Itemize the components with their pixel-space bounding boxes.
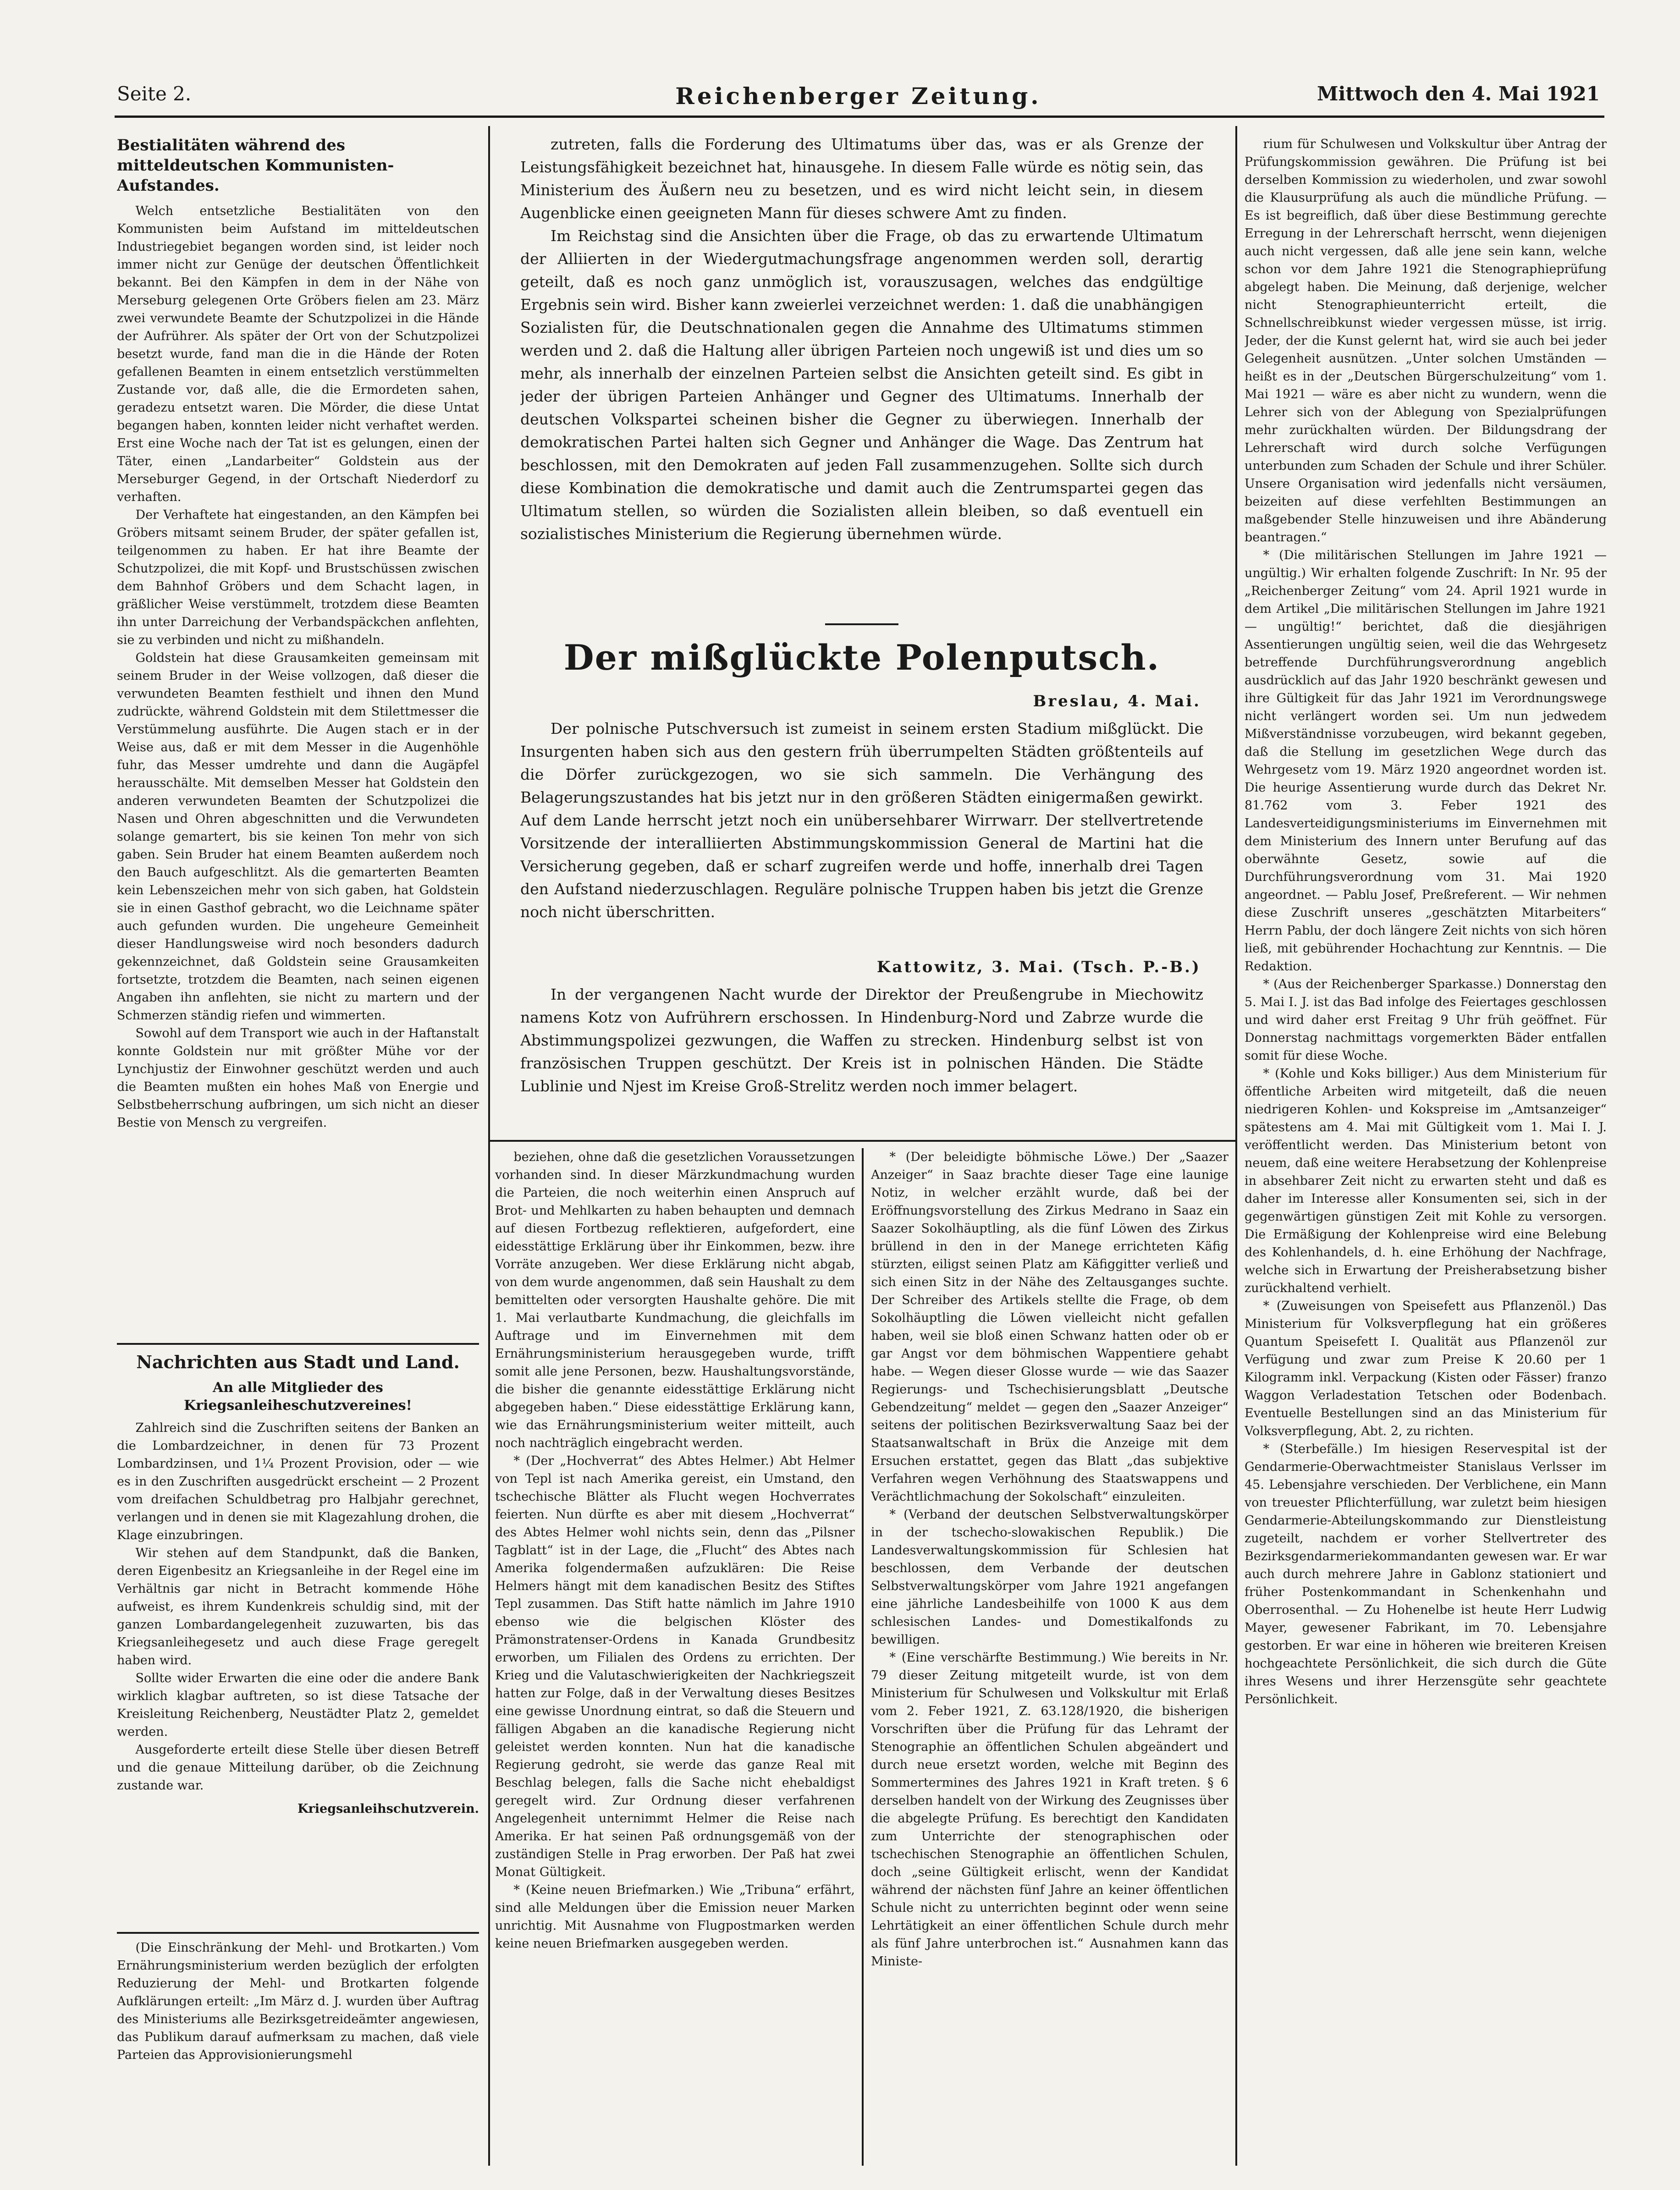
lead-article — [520, 133, 1203, 614]
paragraph: * (Eine verschärfte Bestimmung.) Wie bereits in Nr. 79 dieser Zeitung mitgeteilt wurde, ist von dem Ministerium für Schulwesen und Volkskultur mit Erlaß vom 2. Feber 1921, Z. 63.128/1920, die bisherigen Vorschriften über die Prüfung für das Lehramt der Stenographie an öffentlichen Schulen abgeändert und durch neue ersetzt worden, welche mit Beginn des Sommertermines des Jahres 1921 in Kraft treten. § 6 derselben handelt von der Wirkung des Zeugnisses über die abgelegte Prüfung. Es berechtigt den Kandidaten zum Unterrichte der stenographischen oder tschechischen Stenographie an öffentlichen Schulen, doch „seine Gültigkeit erlischt, wenn der Kandidat während der nächsten fünf Jahre an keiner öffentlichen Schule nicht zu unterrichten beginnt oder wenn seine Lehrtätigkeit an einer öffentlichen Schule durch mehr als fünf Jahre unterbrochen ist.“ Ausnahmen kann das Ministe- — [871, 1651, 1228, 1969]
signature: Kriegsanleihschutzverein. — [297, 1802, 479, 1816]
column-divider-3 — [862, 1148, 864, 2166]
paragraph: Sowohl auf dem Transport wie auch in der Haftanstalt konnte Goldstein nur mit größter Mühe vor der Lynchjustiz der Einwohner geschützt werden und auch die Beamten mußten ein hohes Maß von Energie und Selbstbeherrschung aufbringen, um sich nicht an dieser Bestie von Mensch zu vergreifen. — [117, 1026, 479, 1130]
paragraph: Welch entsetzliche Bestialitäten von den Kommunisten beim Aufstand im mitteldeutschen Industriegebiet begangen worden sind, ist leider noch immer nicht zur Genüge der deutschen Öffentlichkeit bekannt. Bei den Kämpfen in dem in der Nähe von Merseburg gelegenen Orte Gröbers fielen am 23. März zwei verwundete Beamte der Schutzpolizei in die Hände der Aufrührer. Als später der Ort von der Schutzpolizei besetzt wurde, fand man die in die Hände der Roten gefallenen Beamten in einem entsetzlich verstümmelten Zustande vor, daß alle, die die Ermordeten sahen, geradezu entsetzt waren. Die Mörder, die diese Untat begangen haben, konnten leider nicht verhaftet werden. Erst eine Woche nach der Tat ist es gelungen, einen der Täter, einen „Landarbeiter“ Goldstein aus der Merseburger Gegend, in der Ortschaft Niederdorf zu verhaften. — [117, 204, 479, 504]
putsch-article — [520, 717, 1203, 956]
paragraph: In der vergangenen Nacht wurde der Direktor der Preußengrube in Miechowitz namens Kotz von Aufrührern erschossen. In Hindenburg-Nord und Zabrze wurde die Abstimmungspolizei gezwungen, die Waffen zu strecken. Hindenburg selbst ist von französischen Truppen geschützt. Der Kreis ist in polnischen Händen. Die Städte Lublinie und Njest im Kreise Groß-Strelitz werden noch immer belagert. — [520, 985, 1203, 1095]
paragraph: * (Zuweisungen von Speisefett aus Pflanzenöl.) Das Ministerium für Volksverpflegung hat ein größeres Quantum Speisefett I. Qualität aus Pflanzenöl zur Verfügung und zwar zum Preise K 20.60 per 1 Kilogramm inkl. Verpackung (Kisten oder Fässer) franzo Waggon Verladestation Tetschen oder Bodenbach. Eventuelle Bestellungen sind an das Ministerium für Volksverpflegung, Abt. 2, zu richten. — [1245, 1299, 1607, 1438]
page-header — [117, 83, 1600, 119]
column-divider-2 — [1235, 126, 1237, 2166]
headline: Der mißglückte Polenputsch. — [563, 637, 1160, 678]
paragraph: * (Verband der deutschen Selbstverwaltungskörper in der tschecho-slowakischen Republik.) Die Landesverwaltungskommission für Schlesien hat beschlossen, dem Verbande der deutschen Selbstverwaltungskörper vom Jahre 1921 angefangen eine jährliche Landesbeihilfe von 1000 K aus dem schlesischen Landes- und Domestikalfonds zu bewilligen. — [871, 1508, 1228, 1647]
paragraph: * (Der „Hochverrat“ des Abtes Helmer.) Abt Helmer von Tepl ist nach Amerika gereist, ein Umstand, den tschechische Blätter als Flucht wegen Hochverrates feierten. Nun dürfte es aber mit diesem „Hochverrat“ des Abtes Helmer wohl nichts sein, denn das „Pilsner Tagblatt“ ist in der Lage, die „Flucht“ des Abtes nach Amerika folgendermaßen aufzuklären: Die Reise Helmers hängt mit dem kanadischen Besitz des Stiftes Tepl zusammen. Das Stift hatte nämlich im Jahre 1910 ebenso wie die belgischen Klöster des Prämonstratenser-Ordens in Kanada Grundbesitz erworben, um Filialen des Ordens zu errichten. Der Krieg und die Valutaschwierigkeiten der Nachkriegszeit hatten zur Folge, daß in der Verwaltung dieses Besitzes eine gewisse Unordnung eintrat, so daß die Steuern und fälligen Abgaben an die kanadische Regierung nicht geleistet werden konnten. Nun hat die kanadische Regierung gedroht, sie werde das ganze Real mit Beschlag belegen, falls die Sache nicht ehebaldigst geregelt wird. Zur Ordnung dieser verfahrenen Angelegenheit unternimmt Helmer die Reise nach Amerika. Er hat seinen Paß ordnungsgemäß von der zuständigen Stelle in Prag erworben. Der Paß hat zwei Monat Gültigkeit. — [495, 1454, 855, 1879]
paragraph: Der polnische Putschversuch ist zumeist in seinem ersten Stadium mißglückt. Die Insurgenten haben sich aus den gestern früh überrumpelten Städten größtenteils auf die Dörfer zurückgezogen, wo sie sich sammeln. Die Verhängung des Belagerungszustandes hat bis jetzt nur in den größeren Städten einigermaßen gewirkt. Auf dem Lande herrscht jetzt noch ein unübersehbarer Wirrwarr. Der stellvertretende Vorsitzende der interalliierten Abstimmungskommission General de Martini hat die Versicherung gegeben, daß er scharf zugreifen werde und hoffe, innerhalb drei Tagen den Aufstand niederzuschlagen. Reguläre polnische Truppen haben bis jetzt die Grenze noch nicht überschritten. — [520, 720, 1203, 921]
column-3 — [871, 1148, 1228, 2163]
issue-date: Mittwoch den 4. Mai 1921 — [1316, 83, 1600, 105]
section-rule — [117, 1343, 479, 1345]
dateline-kattowitz: Kattowitz, 3. Mai. (Tsch. P.-B.) — [876, 958, 1201, 976]
notice-title: An alle Mitglieder des Kriegsanleiheschutzvereines! — [184, 1380, 412, 1414]
paragraph: Ausgeforderte erteilt diese Stelle über diesen Betreff und die genaue Mitteilung darüber, ob die Zeichnung zustande war. — [117, 1743, 479, 1793]
lead-bottom-rule — [488, 1140, 1237, 1142]
paragraph: Wir stehen auf dem Standpunkt, daß die Banken, deren Eigenbesitz an Kriegsanleihe in der Regel eine im Verhältnis gar nicht in Betracht kommende Höhe aufweist, es ihrem Kundenkreis schuldig sind, mit der ganzen Lombardangelegenheit zuzuwarten, bis das Kriegsanleihegesetz und auch diese Frage geregelt haben wird. — [117, 1546, 479, 1667]
column-1-bottom — [117, 1939, 479, 2161]
section-rule-2 — [117, 1932, 479, 1934]
column-1-news — [117, 1352, 479, 1930]
short-divider — [825, 623, 898, 625]
article-title: Bestialitäten während des mitteldeutschen Kommunisten-Aufstandes. — [117, 136, 394, 195]
paragraph: rium für Schulwesen und Volkskultur über Antrag der Prüfungskommission gewähren. Die Prüfung ist bei derselben Kommission zu wiederholen, und zwar sowohl die Klausurprüfung als auch die mündliche Prüfung. — Es ist begreiflich, daß über diese Bestimmung gerechte Erregung in der Lehrerschaft herrscht, wenn diejenigen auch nicht vergessen, daß alle jene sein kann, welche schon vor dem Jahre 1921 die Stenographieprüfung abgelegt haben. Die Meinung, daß derjenige, welcher nicht Stenographieunterricht erteilt, die Schnellschreibkunst wieder vergessen müsse, ist irrig. Jeder, der die Kunst gelernt hat, wird sie auch bei jeder Gelegenheit ausnützen. „Unter solchen Umständen — heißt es in der „Deutschen Bürgerschulzeitung“ vom 1. Mai 1921 — wäre es aber nicht zu wundern, wenn die Lehrer sich von der Ablegung von Spezialprüfungen mehr zurückhalten würden. Der Bildungsdrang der Lehrerschaft wird durch solche Verfügungen unterbunden zum Schaden der Schule und ihrer Schüler. Unsere Organisation wird jedenfalls nicht versäumen, beizeiten auf diese verfehlten Bestimmungen an maßgebender Stelle hinzuweisen und ihre Abänderung beantragen.“ — [1245, 137, 1607, 545]
paragraph: (Die Einschränkung der Mehl- und Brotkarten.) Vom Ernährungsministerium werden bezüglich der erfolgten Reduzierung der Mehl- und Brotkarten folgende Aufklärungen erteilt: „Im März d. J. wurden über Auftrag des Ministeriums alle Bezirksgetreideämter angewiesen, das Publikum darauf aufmerksam zu machen, daß viele Parteien das Approvisionierungsmehl — [117, 1941, 479, 2062]
paragraph: beziehen, ohne daß die gesetzlichen Voraussetzungen vorhanden sind. In dieser Märzkundmachung wurden die Parteien, die noch weiterhin einen Anspruch auf Brot- und Mehlkarten zu haben behaupten und demnach auf diesen Fortbezug reflektieren, aufgefordert, eine eidesstättige Erklärung über ihr Einkommen, bezw. ihre Vorräte anzugeben. Wer diese Erklärung nicht abgab, von dem wurde angenommen, daß sein Haushalt zu dem bemittelten oder versorgten Haushalte gehöre. Die mit 1. Mai verlautbarte Kundmachung, die gleichfalls im Auftrage und im Einvernehmen mit dem Ernährungsministerium herausgegeben wurde, trifft somit alle jene Personen, bezw. Haushaltungsvorstände, die bisher die genannte eidesstättige Erklärung nicht abgegeben haben.“ Diese eidesstättige Erklärung kann, wie das Ernährungsministerium weiter mitteilt, auch noch nachträglich eingebracht werden. — [495, 1150, 855, 1450]
paragraph: * (Keine neuen Briefmarken.) Wie „Tribuna“ erfährt, sind alle Meldungen über die Emission neuer Marken unrichtig. Mit Ausnahme von Flugpostmarken werden keine neuen Briefmarken ausgegeben werden. — [495, 1883, 855, 1951]
paragraph: Sollte wider Erwarten die eine oder die andere Bank wirklich klagbar auftreten, so ist diese Tatsache der Kreisleitung Reichenberg, Neustädter Platz 2, gemeldet werden. — [117, 1671, 479, 1739]
column-1-article — [117, 135, 479, 1357]
kattowitz-article — [520, 983, 1203, 1137]
page-number: Seite 2. — [117, 83, 192, 105]
paragraph: * (Sterbefälle.) Im hiesigen Reservespital ist der Gendarmerie-Oberwachtmeister Stanislaus Verlsser im 45. Lebensjahre verschieden. Der Verblichene, ein Mann von treuester Pflichterfüllung, war zuletzt beim hiesigen Gendarmerie-Abteilungskommando zur Dienstleistung zugeteilt, nachdem er vorher Stellvertreter des Bezirksgendarmeriekommandanten gewesen war. Er war auch durch mehrere Jahre in Gablonz stationiert und früher Postenkommandant in Schenkenhahn und Oberrosenthal. — Zu Hohenelbe ist heute Herr Ludwig Mayer, gewesener Fabrikant, im 70. Lebensjahre gestorben. Er war eine in höheren wie breiteren Kreisen hochgeachtete Persönlichkeit, die sich durch die Güte ihres Wesens und ihrer Herzensgüte sehr geachtete Persönlichkeit. — [1245, 1442, 1607, 1706]
paragraph: * (Kohle und Koks billiger.) Aus dem Ministerium für öffentliche Arbeiten wird mitgeteilt, daß die neuen niedrigeren Kohlen- und Kokspreise im „Amtsanzeiger“ spätestens am 4. Mai mit Gültigkeit vom 1. Mai I. J. veröffentlicht werden. Das Ministerium betont von neuem, daß eine weitere Herabsetzung der Kohlenpreise in absehbarer Zeit nicht zu erwarten steht und daß es daher im Interesse aller Konsumenten sei, sich in der gegenwärtigen günstigen Zeit mit Kohle zu versorgen. Die Ermäßigung der Kohlenpreise wird eine Belebung des Kohlenhandels, d. h. eine Erhöhung der Nachfrage, welche sich in Erwartung der Preisherabsetzung bisher zurückhaltend verhielt. — [1245, 1067, 1607, 1295]
paragraph: * (Der beleidigte böhmische Löwe.) Der „Saazer Anzeiger“ in Saaz brachte dieser Tage eine launige Notiz, in welcher erzählt wurde, daß bei der Eröffnungsvorstellung des Zirkus Medrano in Saaz ein Saazer Sokolhäuptling, als die fünf Löwen des Zirkus brüllend in den in der Manege errichteten Käfig stürzten, eiligst seinen Platz am Käfiggitter verließ und sich einen Sitz in der Nähe des Zeltausganges suchte. Der Schreiber des Artikels stellte die Frage, ob dem Sokolhäuptling die Löwen vielleicht nicht gefallen haben, weil sie bloß einen Schwanz hatten oder ob er gar Angst vor dem böhmischen Wappentiere gehabt habe. — Wegen dieser Glosse wurde — wie das Saazer Regierungs- und Tschechisierungsblatt „Deutsche Gebendzeitung“ meldet — gegen den „Saazer Anzeiger“ seitens der politischen Bezirksverwaltung Saaz bei der Staatsanwaltschaft in Brüx die Anzeige mit dem Ersuchen erstattet, gegen das Blatt „das subjektive Verfahren wegen Verhöhnung des Staatswappens und Verächtlichmachung der Sokolschaft“ einzuleiten. — [871, 1150, 1228, 1504]
paragraph: Zahlreich sind die Zuschriften seitens der Banken an die Lombardzeichner, in denen für 73 Prozent Lombardzinsen, und 1¼ Prozent Provision, oder — wie es in den Zuschriften ausgedrückt erscheint — 2 Prozent vom dreifachen Schuldbetrag pro Halbjahr gerechnet, verlangen und in denen sie mit Klagezahlung drohen, die Klage einzubringen. — [117, 1421, 479, 1542]
column-4 — [1245, 135, 1607, 2161]
paragraph: Im Reichstag sind die Ansichten über die Frage, ob das zu erwartende Ultimatum der Alliierten in der Wiedergutmachungsfrage angenommen werden soll, derartig geteilt, daß es noch ganz unmöglich ist, vorauszusagen, welches das endgültige Ergebnis sein wird. Bisher kann zweierlei verzeichnet werden: 1. daß die unabhängigen Sozialisten für, die Deutschnationalen gegen die Annahme des Ultimatums stimmen werden und 2. daß die Haltung aller übrigen Parteien noch ungewiß ist und dies um so mehr, als innerhalb der einzelnen Parteien selbst die Ansichten geteilt sind. Es gibt in jeder der übrigen Parteien Anhänger und Gegner des Ultimatums. Innerhalb der deutschen Volkspartei scheinen bisher die Gegner zu überwiegen. Innerhalb der demokratischen Partei halten sich Gegner und Anhänger die Wage. Das Zentrum hat beschlossen, mit den Demokraten auf jeden Fall zusammenzugehen. Sollte sich durch diese Kombination die demokratische und damit auch die Zentrumspartei gegen das Ultimatum stellen, so würden die Sozialisten allein bleiben, so daß eventuell ein sozialistisches Ministerium die Regierung übernehmen würde. — [520, 227, 1203, 543]
paragraph: Goldstein hat diese Grausamkeiten gemeinsam mit seinem Bruder in der Weise vollzogen, daß dieser die verwundeten Beamten festhielt und ihnen den Mund zudrückte, während Goldstein mit dem Stilettmesser die Verstümmelung ausführte. Die Augen stach er in der Weise aus, daß er mit dem Messer in die Augenhöhle fuhr, das Messer umdrehte und dann die Augäpfel herausschälte. Mit demselben Messer hat Goldstein den anderen verwundeten Beamten der Schutzpolizei die Nasen und Ohren abgeschnitten und die Verwundeten solange gemartert, bis sie keinen Ton mehr von sich gaben. Sein Bruder hat einem Beamten außerdem noch den Bauch aufgeschlitzt. Als die gemarterten Beamten kein Lebenszeichen mehr von sich gaben, hat Goldstein sie in einen Gasthof gebracht, wo die Leichname später auch gefunden wurden. Die ungeheure Gemeinheit dieser Handlungsweise wird noch besonders dadurch gekennzeichnet, daß Goldstein seine Grausamkeiten fortsetzte, trotzdem die Beamten, nach seinen eigenen Angaben ihn anflehten, sie nicht zu martern und der Schmerzen ständig riefen und wimmerten. — [117, 651, 479, 1023]
paragraph: Der Verhaftete hat eingestanden, an den Kämpfen bei Gröbers mitsamt seinem Bruder, der später gefallen ist, teilgenommen zu haben. Er hat ihre Beamte der Schutzpolizei, die mit Kopf- und Brustschüssen zwischen dem Bahnhof Gröbers und dem Schacht lagen, in gräßlicher Weise verstümmelt, trotzdem diese Beamten ihn unter Darreichung der Verbandspäckchen anflehten, sie zu verbinden und nicht zu mißhandeln. — [117, 508, 479, 647]
column-2 — [495, 1148, 855, 2163]
paragraph: * (Die militärischen Stellungen im Jahre 1921 — ungültig.) Wir erhalten folgende Zuschrift: In Nr. 95 der „Reichenberger Zeitung“ vom 24. April 1921 wurde in dem Artikel „Die militärischen Stellungen im Jahre 1921 — ungültig!“ berichtet, daß die diesjährigen Assentierungen ungültig seien, weil die das Wehrgesetz betreffende Durchführungsverordnung angeblich ausdrücklich auf das Jahr 1920 beschränkt gewesen und ihre Gültigkeit für das Jahr 1921 im Verordnungswege nicht verlängert worden sei. Um nun jedwedem Mißverständnisse vorzubeugen, wird bekannt gegeben, daß die Stellung im gesetzlichen Wege durch das Wehrgesetz vom 19. März 1920 angeordnet worden ist. Die heurige Assentierung wurde durch das Dekret Nr. 81.762 vom 3. Feber 1921 des Landesverteidigungsministeriums im Einvernehmen mit dem Ministerium des Innern unter Berufung auf das oberwähnte Gesetz, sowie auf die Durchführungsverordnung vom 31. Mai 1920 angeordnet. — Pablu Josef, Preßreferent. — Wir nehmen diese Zuschrift unseres „geschätzten Mitarbeiters“ Herrn Pablu, der doch längere Zeit nichts von sich hören ließ, mit gebührender Hochachtung zur Kenntnis. — Die Redaktion. — [1245, 548, 1607, 974]
dateline-breslau: Breslau, 4. Mai. — [1033, 692, 1201, 710]
paragraph: * (Aus der Reichenberger Sparkasse.) Donnerstag den 5. Mai I. J. ist das Bad infolge des Feiertages geschlossen und wird daher erst Freitag 9 Uhr früh geöffnet. Für Donnerstag nachmittags vorgemerkten Bäder entfallen somit für diese Woche. — [1245, 977, 1607, 1063]
paragraph: zutreten, falls die Forderung des Ultimatums über das, was er als Grenze der Leistungsfähigkeit bezeichnet hat, hinausgehe. In diesem Falle würde es nötig sein, das Ministerium des Äußern neu zu besetzen, und es wird nicht leicht sein, in diesem Augenblicke einen geeigneten Mann für dieses schwere Amt zu finden. — [520, 135, 1203, 222]
masthead: Reichenberger Zeitung. — [675, 83, 1041, 110]
header-rule — [115, 116, 1604, 118]
column-divider-1 — [488, 126, 490, 2166]
section-title: Nachrichten aus Stadt und Land. — [136, 1352, 460, 1372]
